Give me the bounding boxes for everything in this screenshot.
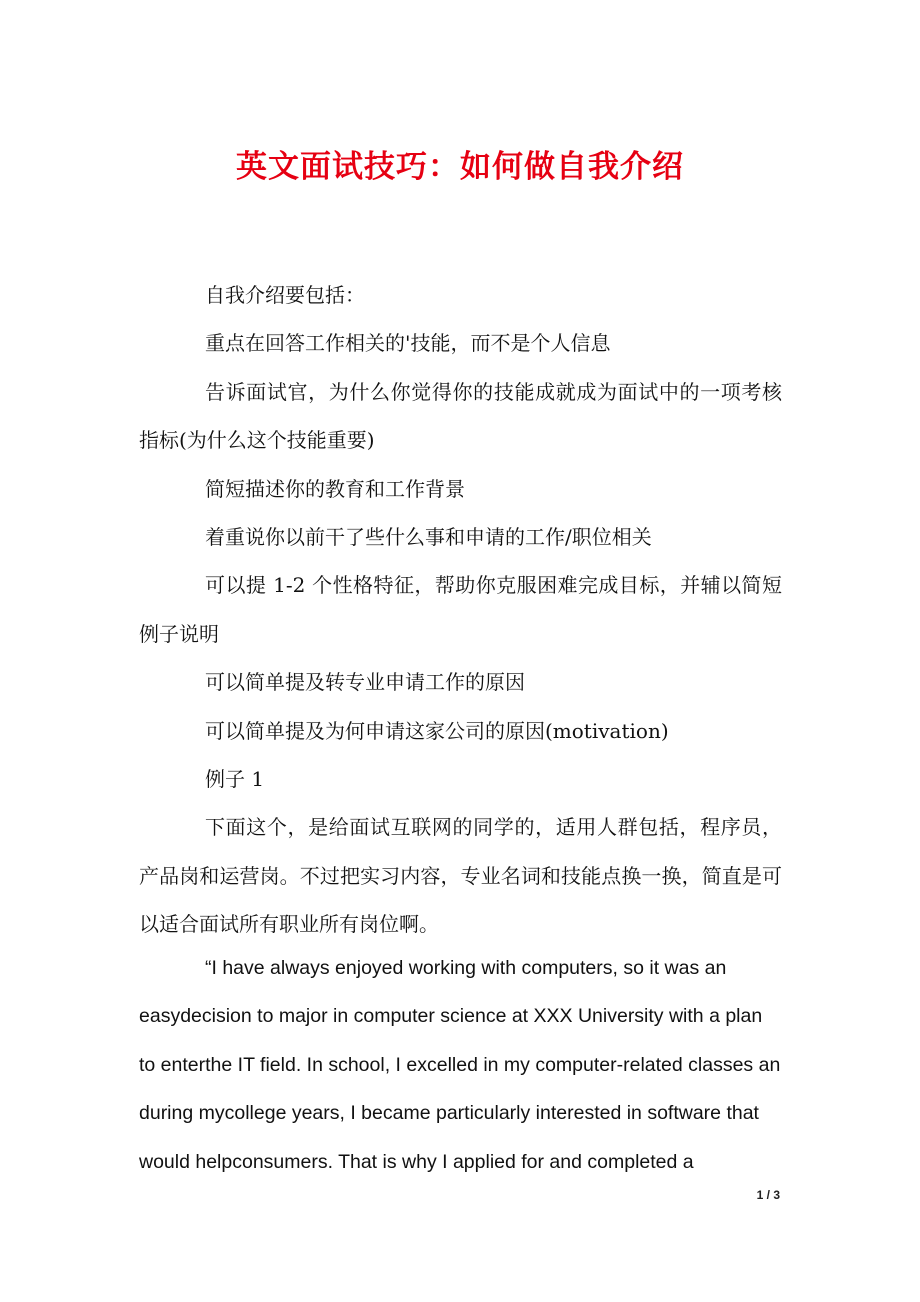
paragraph: 可以简单提及为何申请这家公司的原因(motivation) — [205, 718, 669, 743]
paragraph: 自我介绍要包括： — [205, 283, 365, 307]
document-title: 英文面试技巧：如何做自我介绍 — [236, 149, 684, 185]
paragraph: 可以简单提及转专业申请工作的原因 — [205, 670, 525, 695]
paragraph: 例子 1 — [205, 767, 265, 792]
page-number: 1 / 3 — [756, 1188, 780, 1202]
paragraph: 重点在回答工作相关的'技能，而不是个人信息 — [205, 331, 611, 356]
paragraph: 可以提 1-2 个性格特征，帮助你克服困难完成目标，并辅以简短例子说明 — [139, 573, 782, 646]
paragraph: 告诉面试官，为什么你觉得你的技能成就成为面试中的一项考核指标(为什么这个技能重要) — [139, 379, 782, 453]
paragraph: 下面这个，是给面试互联网的同学的，适用人群包括，程序员，产品岗和运营岗。不过把实习内容，专业名词和技能点换一换，简直是可以适合面试所有职业所有岗位啊。 — [139, 815, 782, 937]
document-body — [139, 271, 782, 949]
english-paragraph: “I have always enjoyed working with computers, so it was an easydecision to major in computer science at XXX University with a plan to enterthe IT field. In school, I excelled in my computer-related classes an during mycollege years, I became particularly interested in software that would helpconsumers. That is why I applied for and completed a — [139, 957, 781, 1173]
english-example — [139, 944, 782, 1186]
paragraph: 简短描述你的教育和工作背景 — [205, 476, 465, 501]
paragraph: 着重说你以前干了些什么事和申请的工作/职位相关 — [205, 525, 652, 550]
